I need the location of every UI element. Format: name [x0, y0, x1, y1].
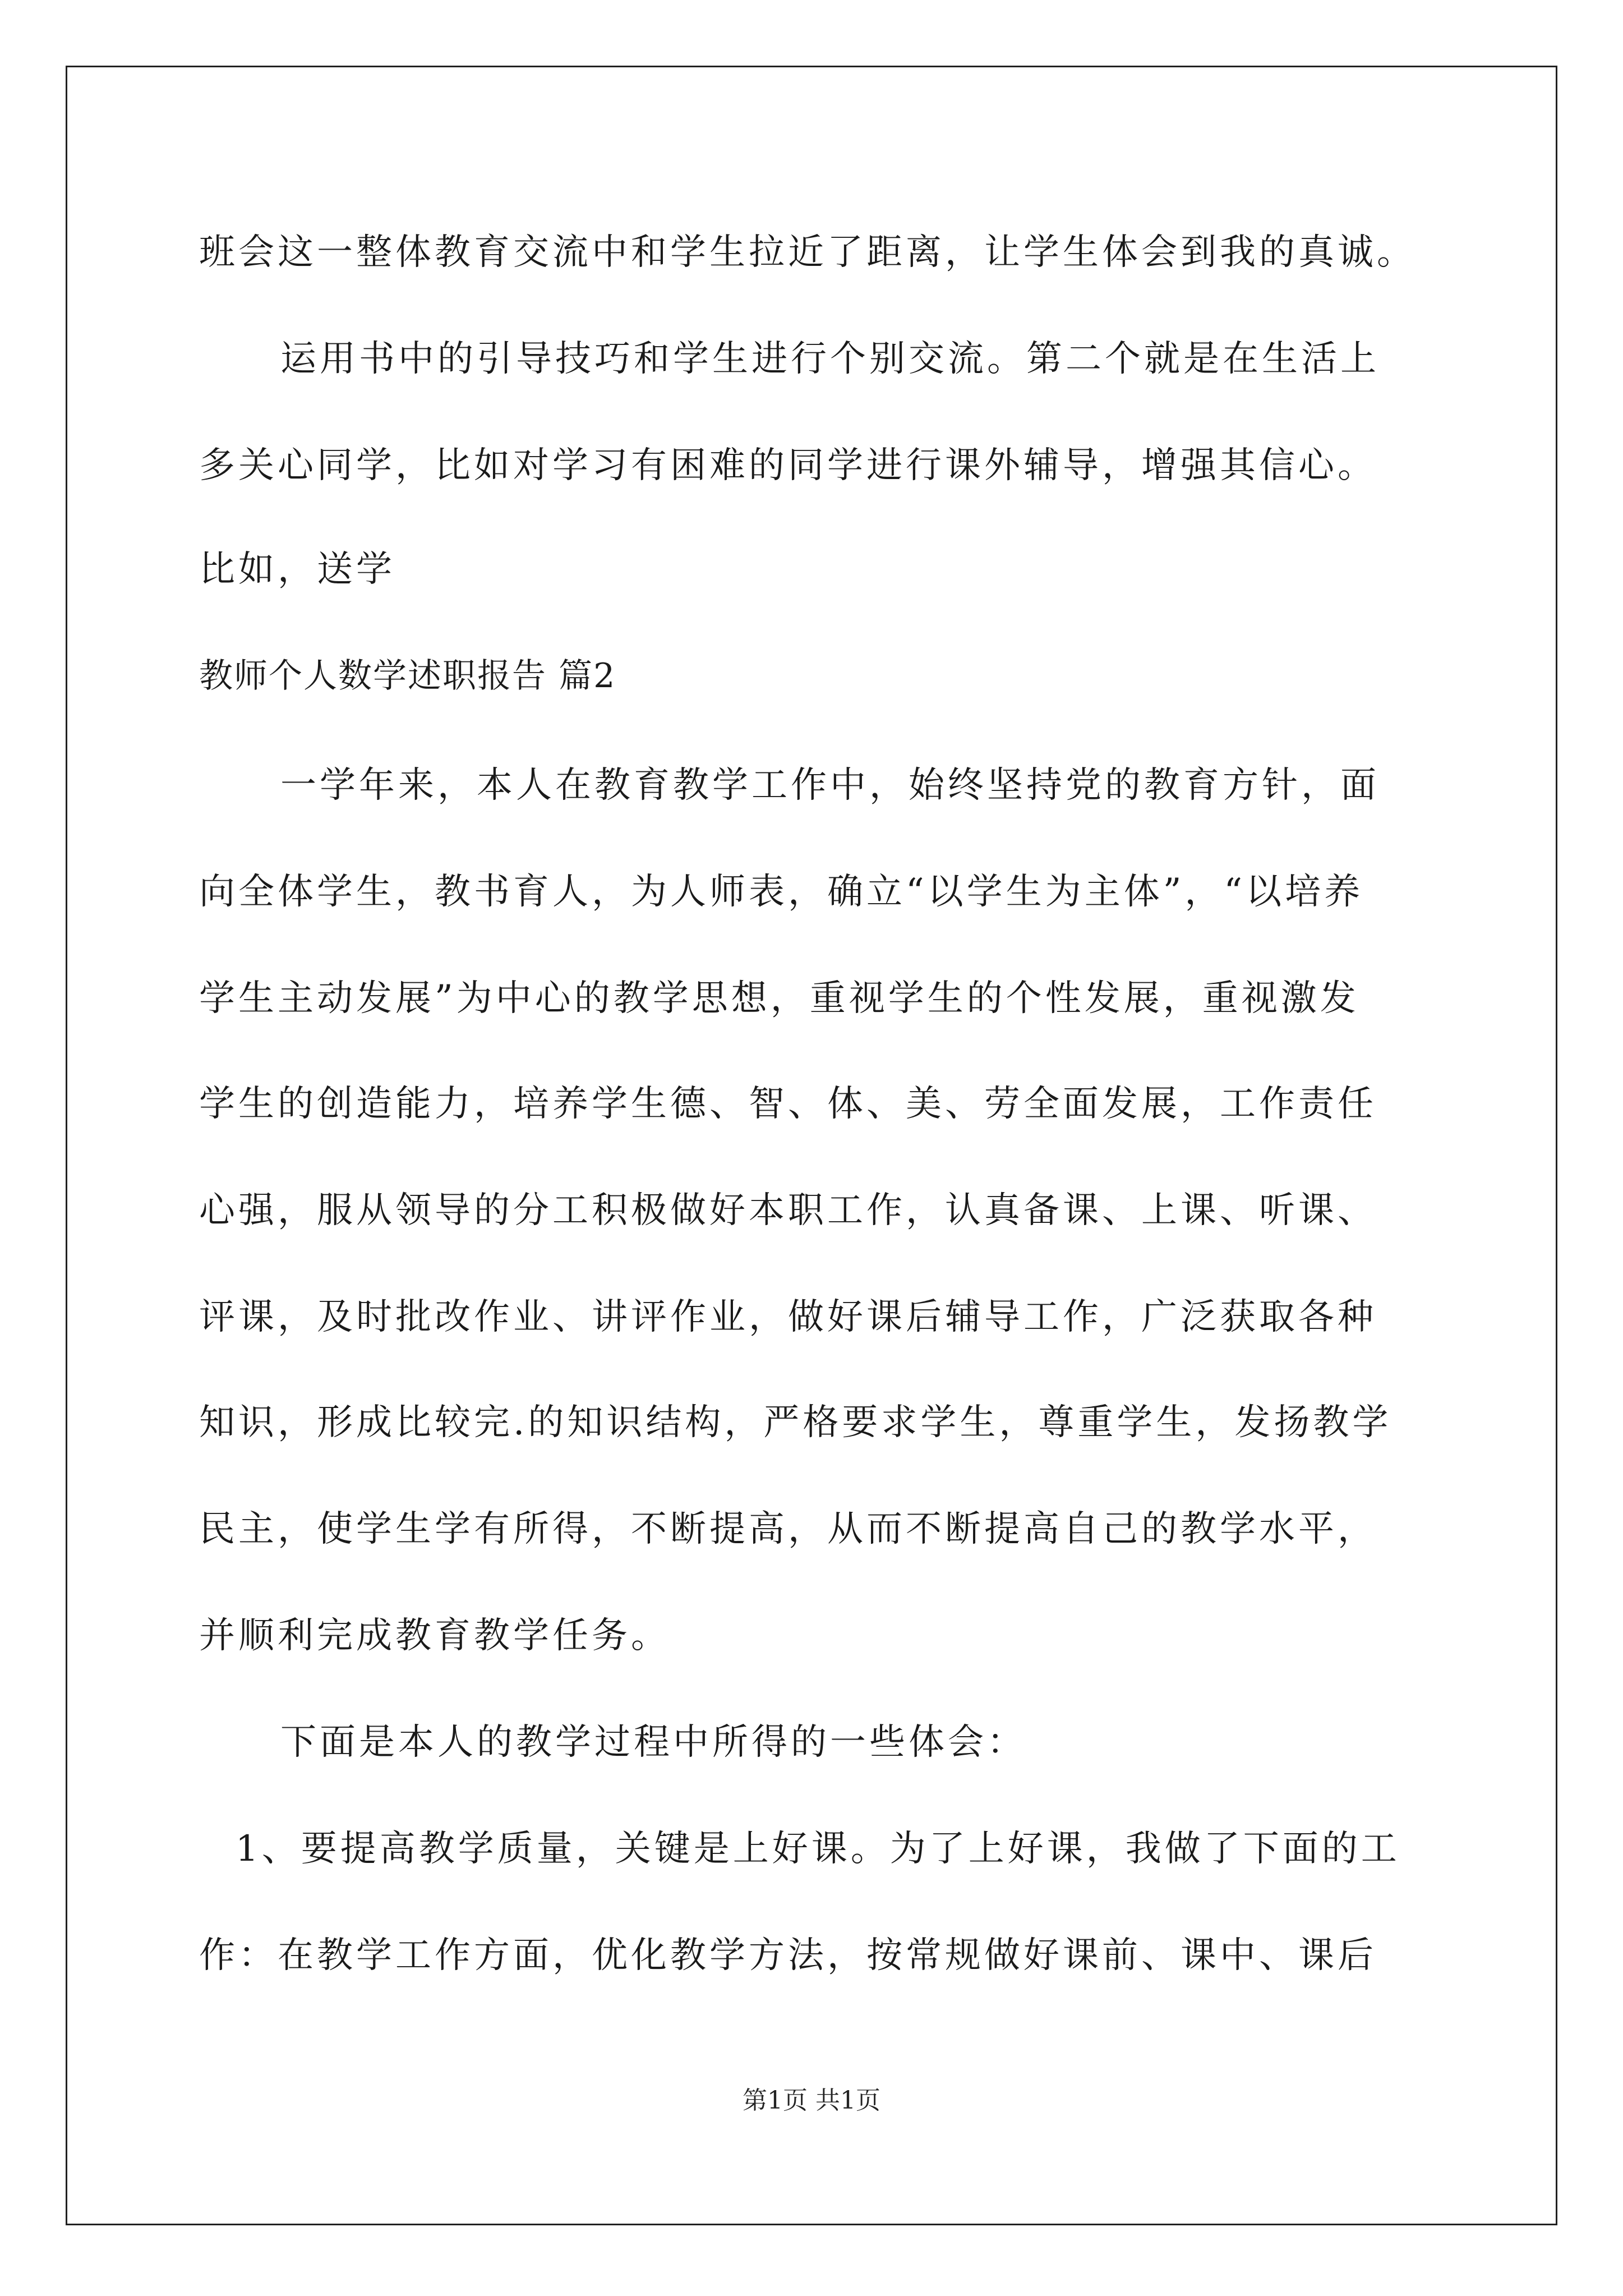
- text-line: 比如，送学: [199, 549, 395, 590]
- text-line: 1、要提高教学质量，关键是上好课。为了上好课，我做了下面的工: [236, 1828, 1400, 1870]
- text-line: 民主，使学生学有所得，不断提高，从而不断提高自己的教学水平，: [199, 1508, 1377, 1550]
- text-line: 班会这一整体教育交流中和学生拉近了距离，让学生体会到我的真诚。: [199, 232, 1416, 273]
- text-line: 心强，服从领导的分工积极做好本职工作，认真备课、上课、听课、: [199, 1190, 1377, 1231]
- text-line: 作：在教学工作方面，优化教学方法，按常规做好课前、课中、课后: [199, 1935, 1377, 1976]
- page-footer: 第1页 共1页: [743, 2086, 880, 2115]
- text-line: 运用书中的引导技巧和学生进行个别交流。第二个就是在生活上: [280, 338, 1380, 380]
- page-border: [66, 66, 1557, 2225]
- text-line: 并顺利完成教育教学任务。: [199, 1615, 670, 1657]
- text-line: 评课，及时批改作业、讲评作业，做好课后辅导工作，广泛获取各种: [199, 1296, 1377, 1338]
- text-line: 一学年来，本人在教育教学工作中，始终坚持党的教育方针，面: [280, 765, 1380, 806]
- text-line: 向全体学生，教书育人，为人师表，确立“以学生为主体”，“以培养: [199, 871, 1364, 913]
- text-line: 学生主动发展”为中心的教学思想，重视学生的个性发展，重视激发: [199, 978, 1359, 1019]
- text-line: 学生的创造能力，培养学生德、智、体、美、劳全面发展，工作责任: [199, 1083, 1377, 1125]
- text-line: 多关心同学，比如对学习有困难的同学进行课外辅导，增强其信心。: [199, 445, 1377, 486]
- section-heading: 教师个人数学述职报告 篇2: [199, 656, 616, 696]
- text-line: 知识，形成比较完.的知识结构，严格要求学生，尊重学生，发扬教学: [199, 1402, 1392, 1443]
- text-line: 下面是本人的教学过程中所得的一些体会：: [280, 1722, 1026, 1763]
